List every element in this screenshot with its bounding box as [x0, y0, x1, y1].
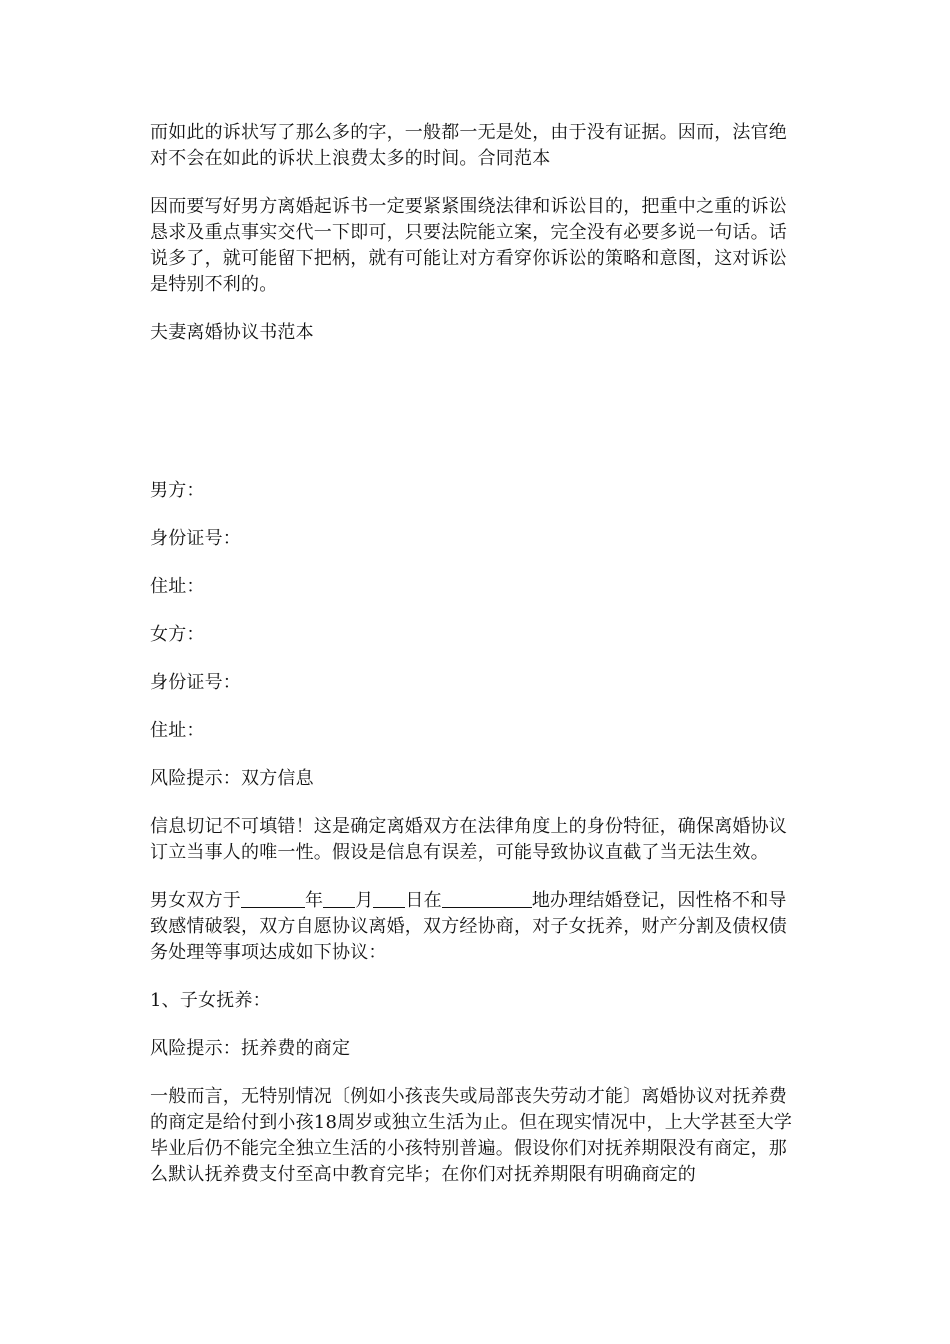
male-id-label: 身份证号：: [150, 528, 241, 549]
female-address-label: 住址：: [150, 720, 205, 741]
month-text: 月: [355, 890, 374, 911]
place-blank[interactable]: [442, 889, 532, 908]
paragraph-child-support: 一般而言，无特别情况〔例如小孩丧失或局部丧失劳动才能〕离婚协议对抚养费的商定是给付到小孩18周岁或独立生活为止。但在现实情况中，上大学甚至大学毕业后仍不能完全独立生活的小孩特别普遍。假设你们对抚养期限没有商定，那么默认抚养费支付至高中教育完毕；在你们对抚养期限有明确商定的: [150, 1086, 793, 1185]
risk-tip-support: 风险提示：抚养费的商定: [150, 1038, 351, 1059]
paragraph-marriage-registration: [150, 888, 802, 966]
marriage-rest: 地办理结婚登记，因性格不和导致感情破裂，双方自愿协议离婚，双方经协商，对子女抚养，财产分割及债权债务处理等事项达成如下协议：: [150, 890, 787, 963]
male-party-label: 男方：: [150, 480, 205, 501]
female-party-label: 女方：: [150, 624, 205, 645]
paragraph-writing-advice: 因而要写好男方离婚起诉书一定要紧紧围绕法律和诉讼目的，把重中之重的诉讼恳求及重点事实交代一下即可，只要法院能立案，完全没有必要多说一句话。话说多了，就可能留下把柄，就有可能让对方看穿你诉讼的策略和意图，这对诉讼是特别不利的。: [150, 196, 787, 295]
male-address-label: 住址：: [150, 576, 205, 597]
paragraph-party-info-warning: 信息切记不可填错！这是确定离婚双方在法律角度上的身份特征，确保离婚协议订立当事人的唯一性。假设是信息有误差，可能导致协议直截了当无法生效。: [150, 816, 787, 863]
document-page: [150, 120, 802, 1188]
risk-tip-party-info: 风险提示：双方信息: [150, 768, 314, 789]
year-text: 年: [305, 890, 324, 911]
marriage-prefix: 男女双方于: [150, 890, 241, 911]
month-blank[interactable]: [323, 889, 355, 908]
female-id-label: 身份证号：: [150, 672, 241, 693]
section-heading: 夫妻离婚协议书范本: [150, 322, 314, 343]
day-text: 日在: [405, 890, 442, 911]
year-blank[interactable]: [241, 889, 305, 908]
day-blank[interactable]: [373, 889, 405, 908]
section-child-custody: 1、子女抚养：: [150, 990, 271, 1011]
paragraph-petition-note: 而如此的诉状写了那么多的字，一般都一无是处，由于没有证据。因而，法官绝对不会在如此的诉状上浪费太多的时间。合同范本: [150, 122, 787, 169]
